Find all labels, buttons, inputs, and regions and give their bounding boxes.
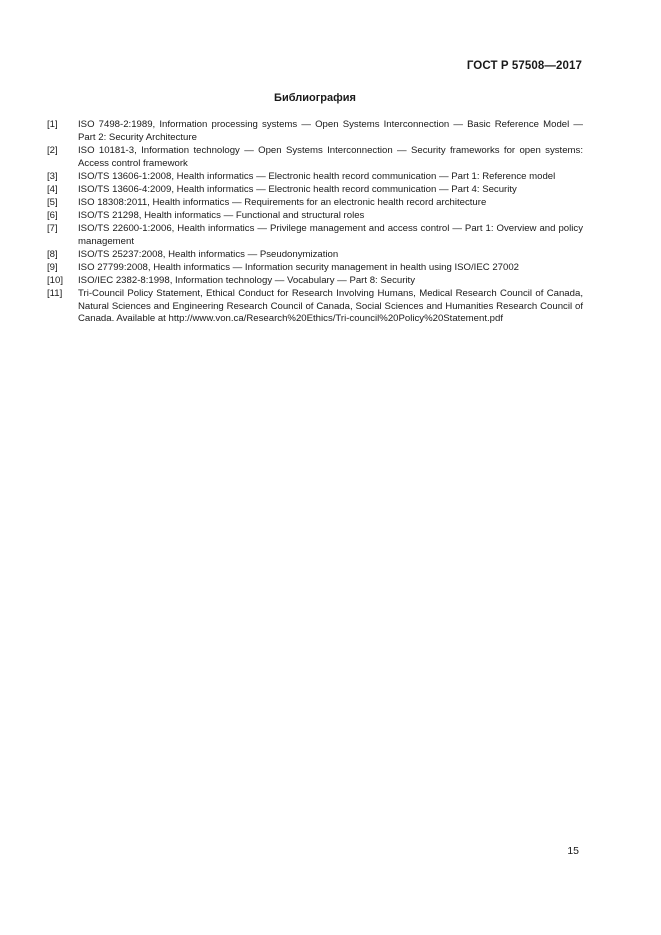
document-code-header: ГОСТ Р 57508—2017 (466, 60, 582, 72)
reference-text: ISO/TS 13606-4:2009, Health informatics — Electronic health record communication — Part 4: Security (78, 183, 517, 195)
bibliography-item (47, 275, 583, 288)
reference-number: [10] (47, 274, 64, 286)
reference-text: ISO/IEC 2382-8:1998, Information technology — Vocabulary — Part 8: Security (78, 274, 416, 286)
reference-text: ISO/TS 22600-1:2006, Health informatics — Privilege management and access control — Part 1: Overview and policy management (78, 222, 583, 247)
reference-number: [6] (47, 209, 58, 221)
bibliography-item (47, 288, 583, 326)
bibliography-item (47, 249, 583, 262)
reference-number: [5] (47, 196, 58, 208)
reference-text: ISO 18308:2011, Health informatics — Requirements for an electronic health record architecture (78, 196, 487, 208)
bibliography-item (47, 145, 583, 170)
bibliography-item (47, 262, 583, 275)
reference-text: ISO 27799:2008, Health informatics — Information security management in health using ISO/IEC 27002 (78, 261, 520, 273)
reference-number: [4] (47, 183, 58, 195)
reference-text: ISO/TS 21298, Health informatics — Functional and structural roles (78, 209, 365, 221)
reference-text: Tri-Council Policy Statement, Ethical Conduct for Research Involving Humans, Medical Research Council of Canada, Natural Sciences and Engineering Research Council of Canada, Social Sciences and Humanities Research Council of Canada. Available at http://www.von.ca/Research%20Ethics/Tri-council%20Policy%20Statement.pdf (78, 288, 583, 325)
reference-number: [9] (47, 261, 58, 273)
bibliography-title: Библиография (274, 92, 356, 104)
bibliography-item (47, 210, 583, 223)
bibliography-item (47, 223, 583, 248)
reference-number: [8] (47, 248, 58, 260)
reference-text: ISO/TS 25237:2008, Health informatics — Pseudonymization (78, 248, 339, 260)
page-number: 15 (567, 845, 579, 857)
reference-text: ISO 10181-3, Information technology — Open Systems Interconnection — Security frameworks for open systems: Access control framework (78, 144, 583, 169)
bibliography-item (47, 197, 583, 210)
bibliography-item (47, 184, 583, 197)
reference-number: [3] (47, 170, 58, 182)
reference-text: ISO/TS 13606-1:2008, Health informatics — Electronic health record communication — Part 1: Reference model (78, 170, 556, 182)
bibliography-item (47, 171, 583, 184)
reference-text: ISO 7498-2:1989, Information processing systems — Open Systems Interconnection — Basic Reference Model — Part 2: Security Architecture (78, 119, 583, 143)
bibliography-item (47, 119, 583, 144)
reference-number: [1] (47, 119, 58, 130)
bibliography-list (47, 119, 583, 327)
reference-number: [7] (47, 222, 58, 234)
reference-number: [11] (47, 288, 63, 300)
reference-number: [2] (47, 144, 58, 156)
